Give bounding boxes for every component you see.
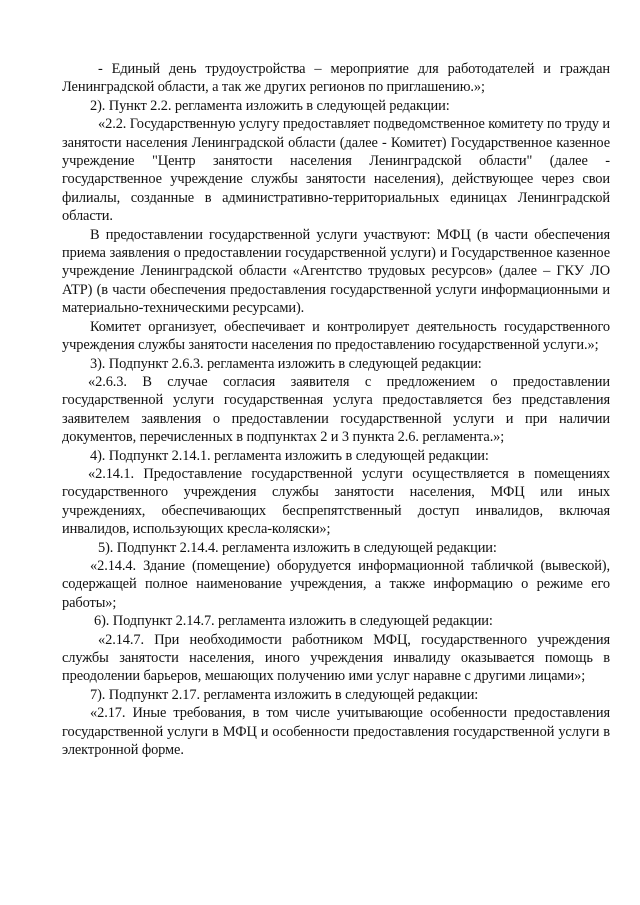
paragraph-item-5-heading: 5). Подпункт 2.14.4. регламента изложить в следующей редакции: [98, 539, 497, 556]
paragraph-clause-2-2: «2.2. Государственную услугу предоставляет подведомственное комитету по труду и занятости населения Ленинградской области (далее - Комитет) Государственное казенное учреждение "Центр занятости населения Ленинградской области" (далее - государственное учреждение службы занятости населения), действующее через свои филиалы, созданные в административно-территориальных единицах Ленинградской области. [62, 116, 610, 225]
paragraph-job-fair-day: - Единый день трудоустройства – мероприятие для работодателей и граждан Ленинградской области, а так же других регионов по приглашению.»; [62, 61, 610, 96]
paragraph-participants: В предоставлении государственной услуги участвуют: МФЦ (в части обеспечения приема заявления о предоставлении государственной услуги) и Государственное казенное учреждение Ленинградской области «Агентство трудовых ресурсов» (далее – ГКУ ЛО АТР) (в части обеспечения предоставления государственной услуги информационными и материально-техническими ресурсами). [62, 226, 610, 317]
paragraph-clause-2-14-7: «2.14.7. При необходимости работником МФЦ, государственного учреждения службы занятости населения, иного учреждения инвалиду оказывается помощь в преодолении барьеров, мешающих получению ими услуг наравне с другими лицами»; [62, 631, 610, 685]
paragraph-clause-2-17: «2.17. Иные требования, в том числе учитывающие особенности предоставления государственной услуги в МФЦ и особенности предоставления государственной услуги в электронной форме. [62, 705, 610, 759]
paragraph-clause-2-6-3: «2.6.3. В случае согласия заявителя с предложением о предоставлении государственной услуги государственная услуга предоставляется без представления заявителем заявления о предоставлении государственной услуги и при наличии документов, перечисленных в подпунктах 2 и 3 пункта 2.6. регламента.»; [62, 373, 610, 446]
paragraph-item-6-heading: 6). Подпункт 2.14.7. регламента изложить в следующей редакции: [94, 613, 493, 630]
paragraph-item-4-heading: 4). Подпункт 2.14.1. регламента изложить в следующей редакции: [90, 447, 489, 464]
paragraph-clause-2-14-1: «2.14.1. Предоставление государственной услуги осуществляется в помещениях государственного учреждения службы занятости населения, МФЦ или иных учреждениях, обеспечивающих беспрепятственный доступ инвалидов, включая инвалидов, использующих кресла-коляски»; [62, 465, 610, 538]
document-page [62, 60, 610, 759]
paragraph-item-3-heading: 3). Подпункт 2.6.3. регламента изложить в следующей редакции: [90, 355, 482, 372]
paragraph-clause-2-14-4: «2.14.4. Здание (помещение) оборудуется информационной табличкой (вывеской), содержащей полное наименование учреждения, а также информацию о режиме его работы»; [62, 557, 610, 611]
paragraph-item-2-heading: 2). Пункт 2.2. регламента изложить в следующей редакции: [90, 97, 450, 114]
paragraph-committee-organizes: Комитет организует, обеспечивает и контролирует деятельность государственного учреждения службы занятости населения по предоставлению государственной услуги.»; [62, 318, 610, 354]
paragraph-item-7-heading: 7). Подпункт 2.17. регламента изложить в следующей редакции: [90, 686, 479, 703]
